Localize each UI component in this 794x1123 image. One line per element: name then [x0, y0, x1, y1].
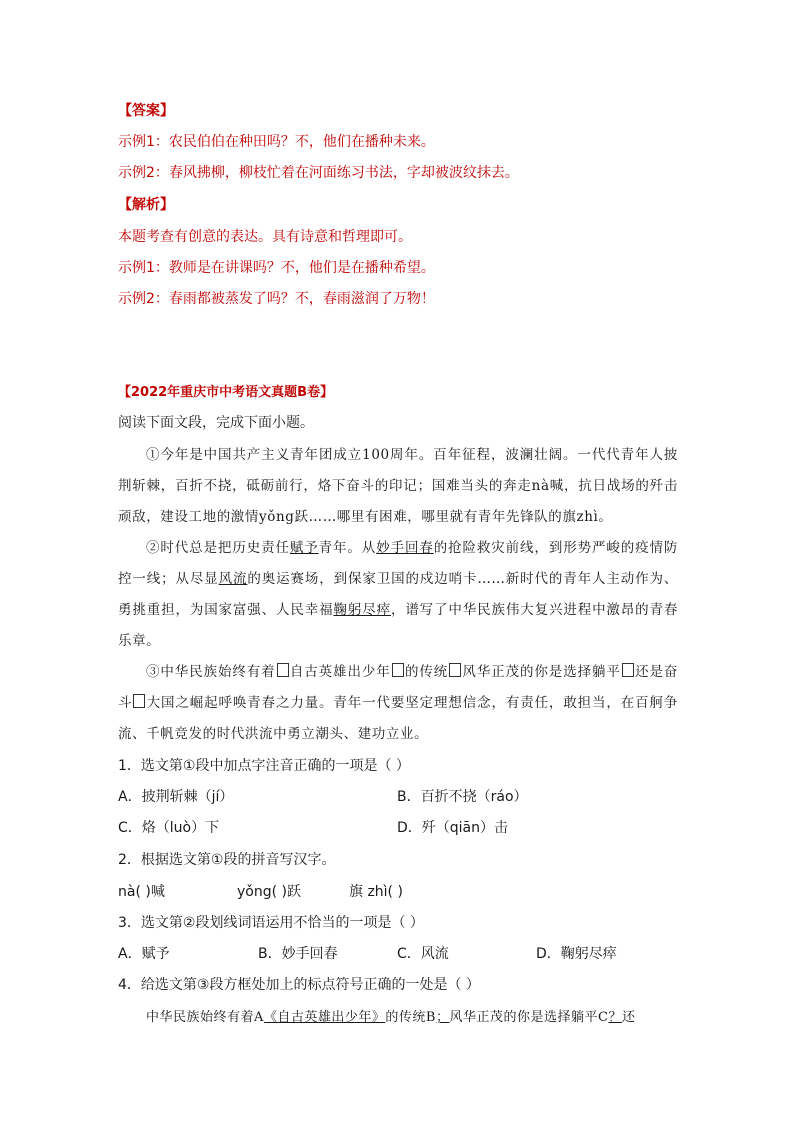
q1-stem: 1．选文第①段中加点字注音正确的一项是（ ） — [118, 758, 410, 774]
passage-paragraph-3 — [118, 657, 678, 750]
p2-text: ，谱写了中华民族伟大复兴进程中激昂的青春乐章。 — [118, 602, 678, 649]
blank-box — [392, 663, 404, 677]
blank-box — [622, 663, 634, 677]
blank-box — [277, 663, 289, 677]
p3-text: 大国之崛起呼唤青春之力量。青年一代要坚定理想信念，有责任，敢担当，在百舸争流、千帆竞发的时代洪流中勇立潮头、建功立业。 — [118, 695, 678, 742]
answer-example-1: 示例1：农民伯伯在种田吗？不，他们在播种未来。 — [118, 134, 435, 150]
q4-text: 还 — [621, 1010, 636, 1025]
underlined-mark: ； — [435, 1010, 450, 1025]
underlined-word: 风流 — [218, 571, 248, 587]
analysis-line-1: 本题考查有创意的表达。具有诗意和哲理即可。 — [118, 229, 412, 245]
q3-option-c[interactable]: C．风流 — [397, 946, 449, 962]
q2-stem: 2．根据选文第①段的拼音写汉字。 — [118, 852, 336, 868]
p3-text: 风华正茂的你是选择躺平 — [462, 664, 621, 680]
p3-text: 还是奋斗 — [118, 664, 678, 711]
passage-paragraph-2 — [118, 533, 678, 657]
q1-option-d[interactable]: D．歼（qiān）击 — [397, 820, 509, 836]
answer-header: 【答案】 — [118, 103, 174, 119]
p3-text: 的传统 — [404, 664, 449, 680]
q4-text: 风华正茂的你是选择躺平C — [449, 1010, 609, 1025]
underlined-word: 鞠躬尽瘁 — [333, 602, 391, 618]
q3-option-d[interactable]: D．鞠躬尽瘁 — [536, 946, 617, 962]
q2-blank-1[interactable]: nà( )喊 — [118, 884, 165, 900]
q4-excerpt — [146, 1008, 635, 1028]
p2-text: ②时代总是把历史责任 — [146, 540, 290, 556]
analysis-example-1: 示例1：教师是在讲课吗？不，他们是在播种希望。 — [118, 260, 435, 276]
q3-option-a[interactable]: A．赋予 — [118, 946, 170, 962]
answer-example-2: 示例2：春风拂柳，柳枝忙着在河面练习书法，字却被波纹抹去。 — [118, 165, 519, 181]
blank-box — [449, 663, 461, 677]
q4-stem: 4．给选文第③段方框处加上的标点符号正确的一处是（ ） — [118, 977, 480, 993]
q3-stem: 3．选文第②段划线词语运用不恰当的一项是（ ） — [118, 915, 424, 931]
p2-text: 的奥运赛场，到保家卫国的戍边哨卡……新时代的青年人主动作为、勇挑重担，为国家富强、人民幸福 — [118, 571, 678, 618]
q4-text: 中华民族始终有着A — [146, 1010, 264, 1025]
q2-blank-2[interactable]: yǒng( )跃 — [237, 884, 301, 900]
q2-blank-3[interactable]: 旗 zhì( ) — [349, 884, 403, 900]
underlined-mark: ？ — [608, 1010, 622, 1025]
underlined-mark: 《自古英雄出少年》 — [263, 1010, 386, 1025]
analysis-header: 【解析】 — [118, 197, 174, 213]
underlined-word: 妙手回春 — [376, 540, 434, 556]
q1-option-c[interactable]: C．烙（luò）下 — [118, 820, 220, 836]
underlined-word: 赋予 — [289, 540, 319, 556]
p2-text: 青年。从 — [318, 540, 377, 556]
passage-paragraph-1: ①今年是中国共产主义青年团成立100周年。百年征程，波澜壮阔。一代代青年人披荆斩棘，百折不挠，砥砺前行，烙下奋斗的印记；国难当头的奔走nà喊，抗日战场的歼击顽敌，建设工地的激情yǒng跃……哪里有困难，哪里就有青年先锋队的旗zhì。 — [118, 447, 678, 525]
q1-option-b[interactable]: B．百折不挠（ráo） — [397, 789, 528, 805]
section-instruction: 阅读下面文段，完成下面小题。 — [118, 415, 314, 431]
p3-text: ③中华民族始终有着 — [146, 664, 276, 680]
analysis-example-2: 示例2：春雨都被蒸发了吗？不，春雨滋润了万物！ — [118, 291, 435, 307]
q1-option-a[interactable]: A．披荆斩棘（jí） — [118, 789, 234, 805]
p2-text: 的抢险救灾前线，到形势严峻的疫情防控一线；从尽显 — [118, 540, 679, 587]
p3-text: 自古英雄出少年 — [289, 664, 391, 680]
q4-text: 的传统B — [385, 1010, 436, 1025]
blank-box — [133, 694, 145, 708]
q3-option-b[interactable]: B．妙手回春 — [258, 946, 338, 962]
section-title: 【2022年重庆市中考语文真题B卷】 — [118, 385, 334, 400]
